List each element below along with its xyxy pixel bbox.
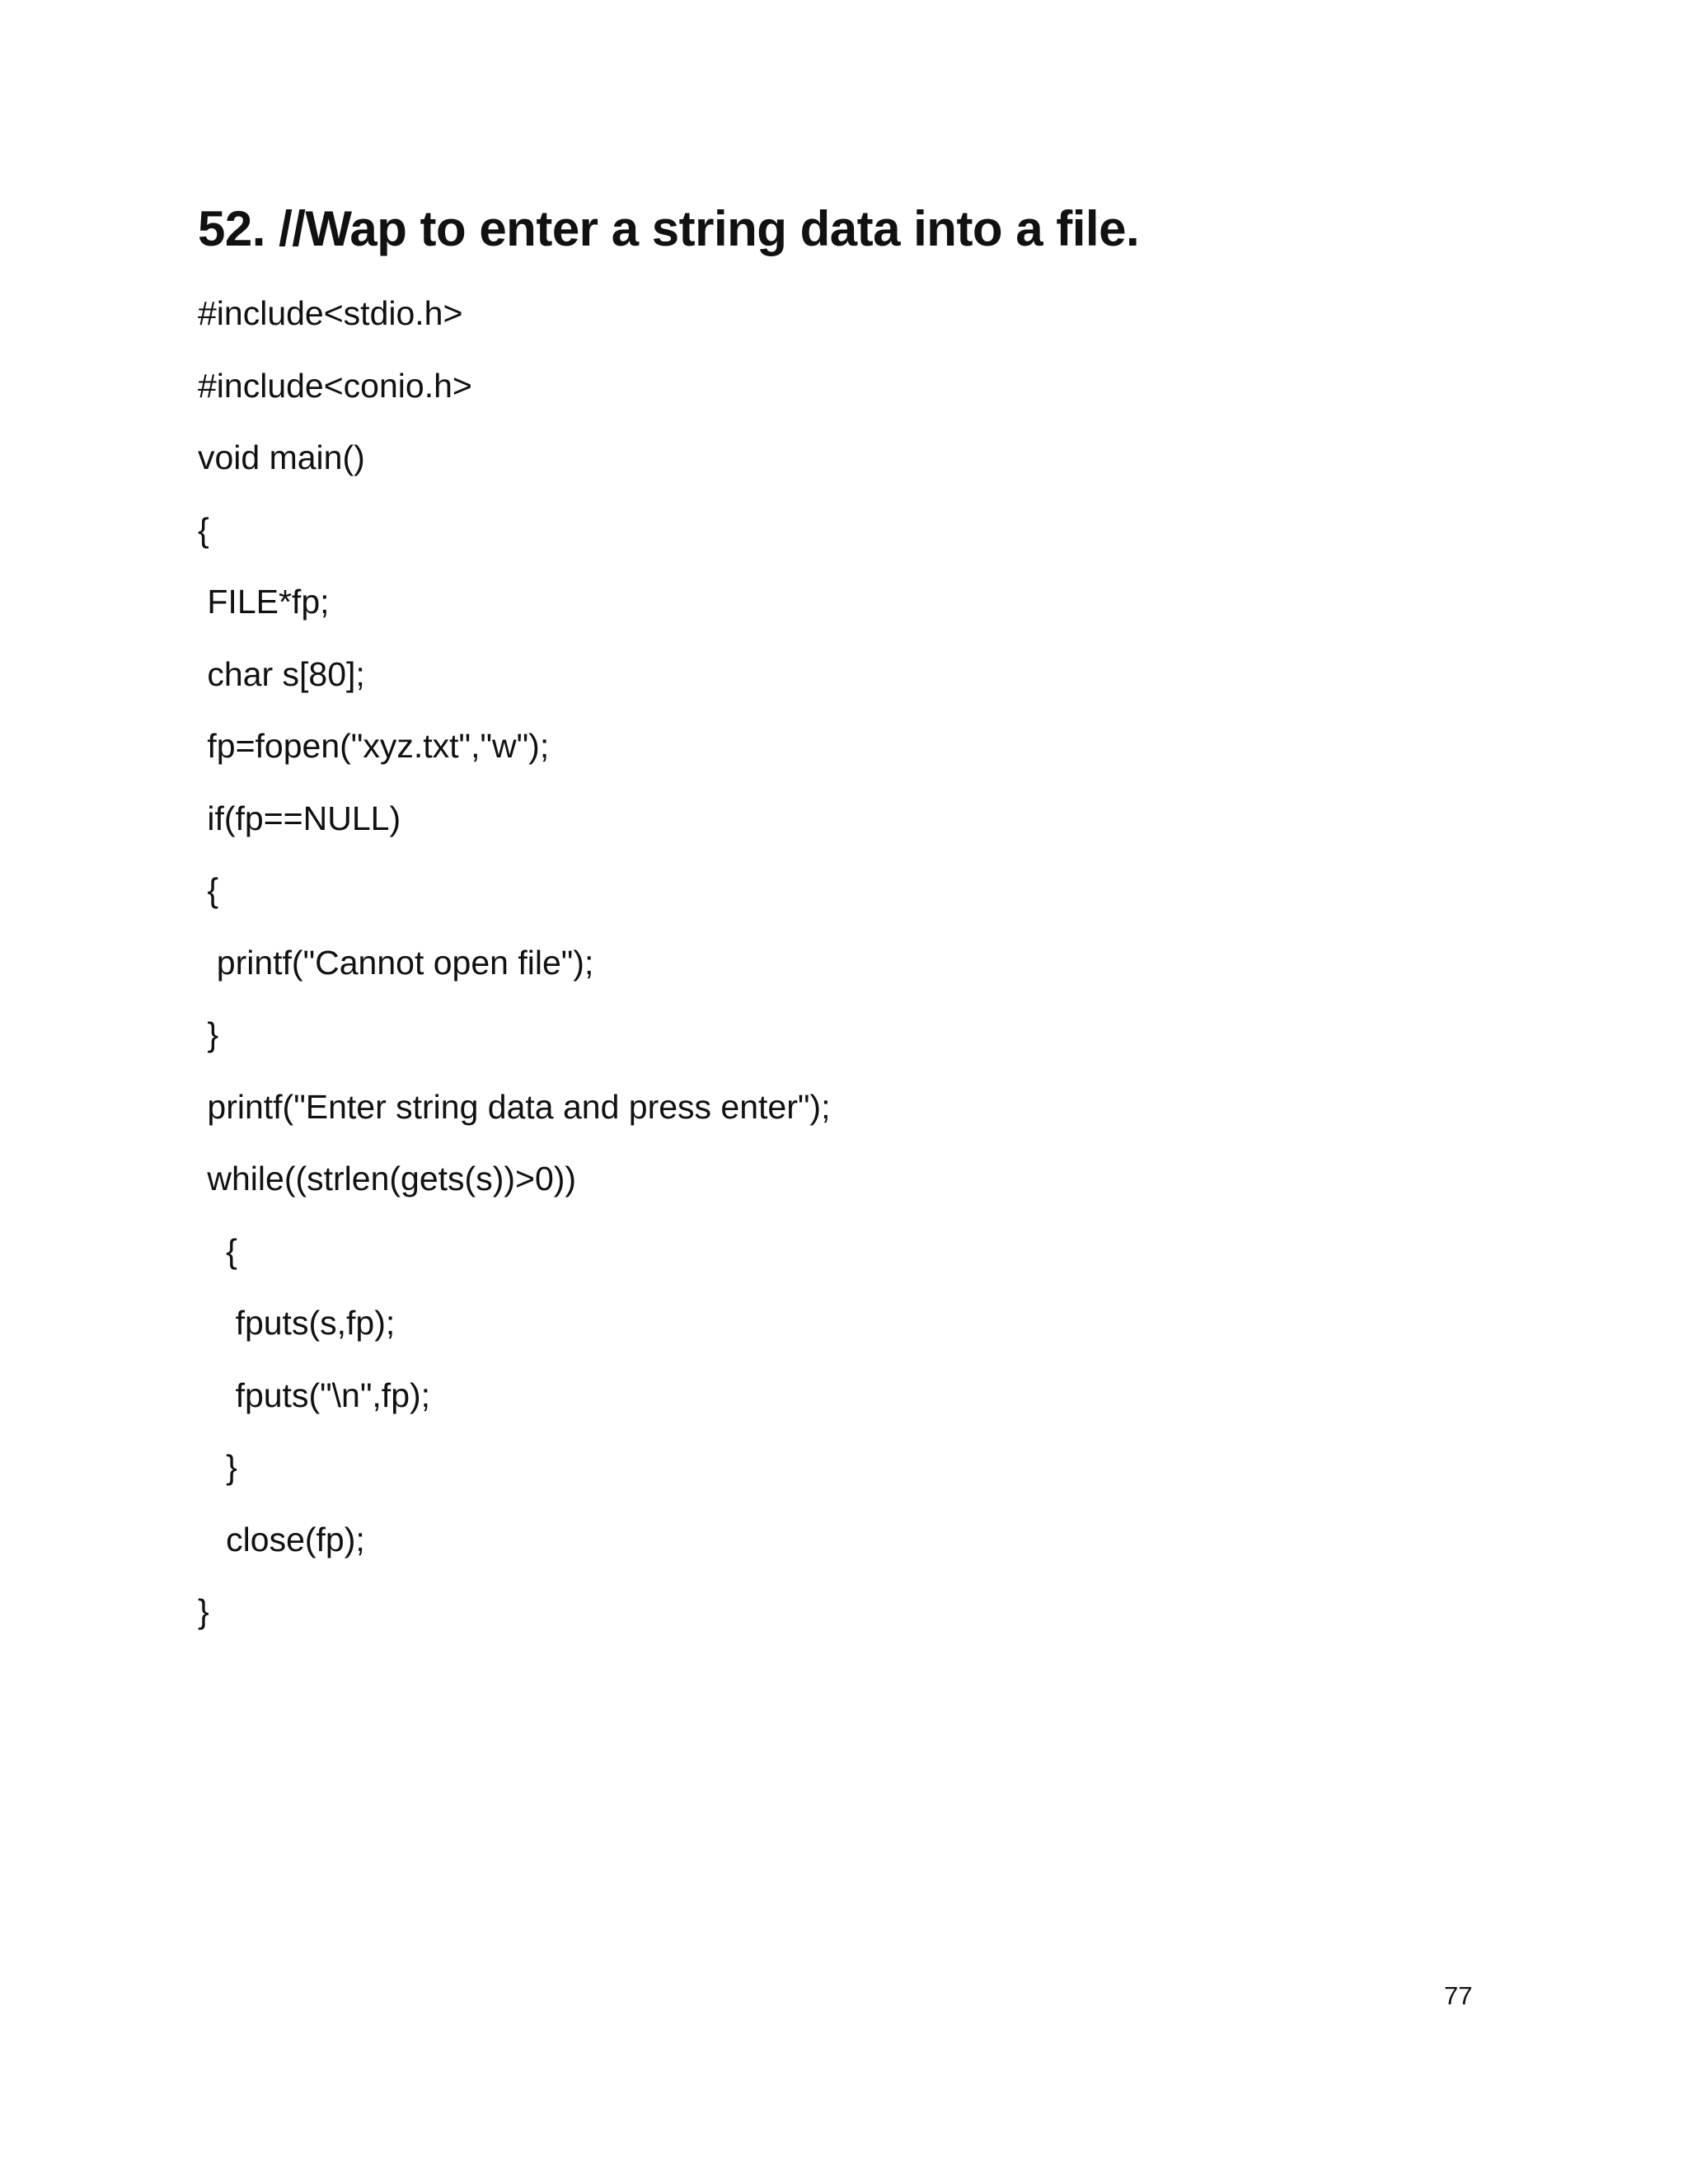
program-heading: 52. //Wap to enter a string data into a file. [198,201,1140,256]
code-line: } [198,1015,219,1053]
code-line: fputs(s,fp); [198,1304,396,1342]
page-number: 77 [1444,1981,1473,2010]
code-line: } [198,1448,237,1486]
code-line: close(fp); [198,1520,365,1558]
code-line: void main() [198,438,365,476]
code-line: if(fp==NULL) [198,799,401,837]
code-line: { [198,1231,237,1270]
code-line: #include<stdio.h> [198,294,463,332]
code-line: #include<conio.h> [198,366,472,405]
code-listing [198,284,830,1655]
code-line: { [198,510,209,549]
code-line: { [198,871,219,909]
code-line: fp=fopen("xyz.txt","w"); [198,727,550,765]
code-line: fputs("\n",fp); [198,1376,431,1414]
code-line: FILE*fp; [198,583,330,621]
code-line: printf("Enter string data and press enter"); [198,1087,831,1126]
code-line: printf("Cannot open file"); [198,943,594,982]
code-line: char s[80]; [198,654,365,693]
code-line: while((strlen(gets(s))>0)) [198,1160,577,1197]
code-line: } [198,1592,209,1630]
